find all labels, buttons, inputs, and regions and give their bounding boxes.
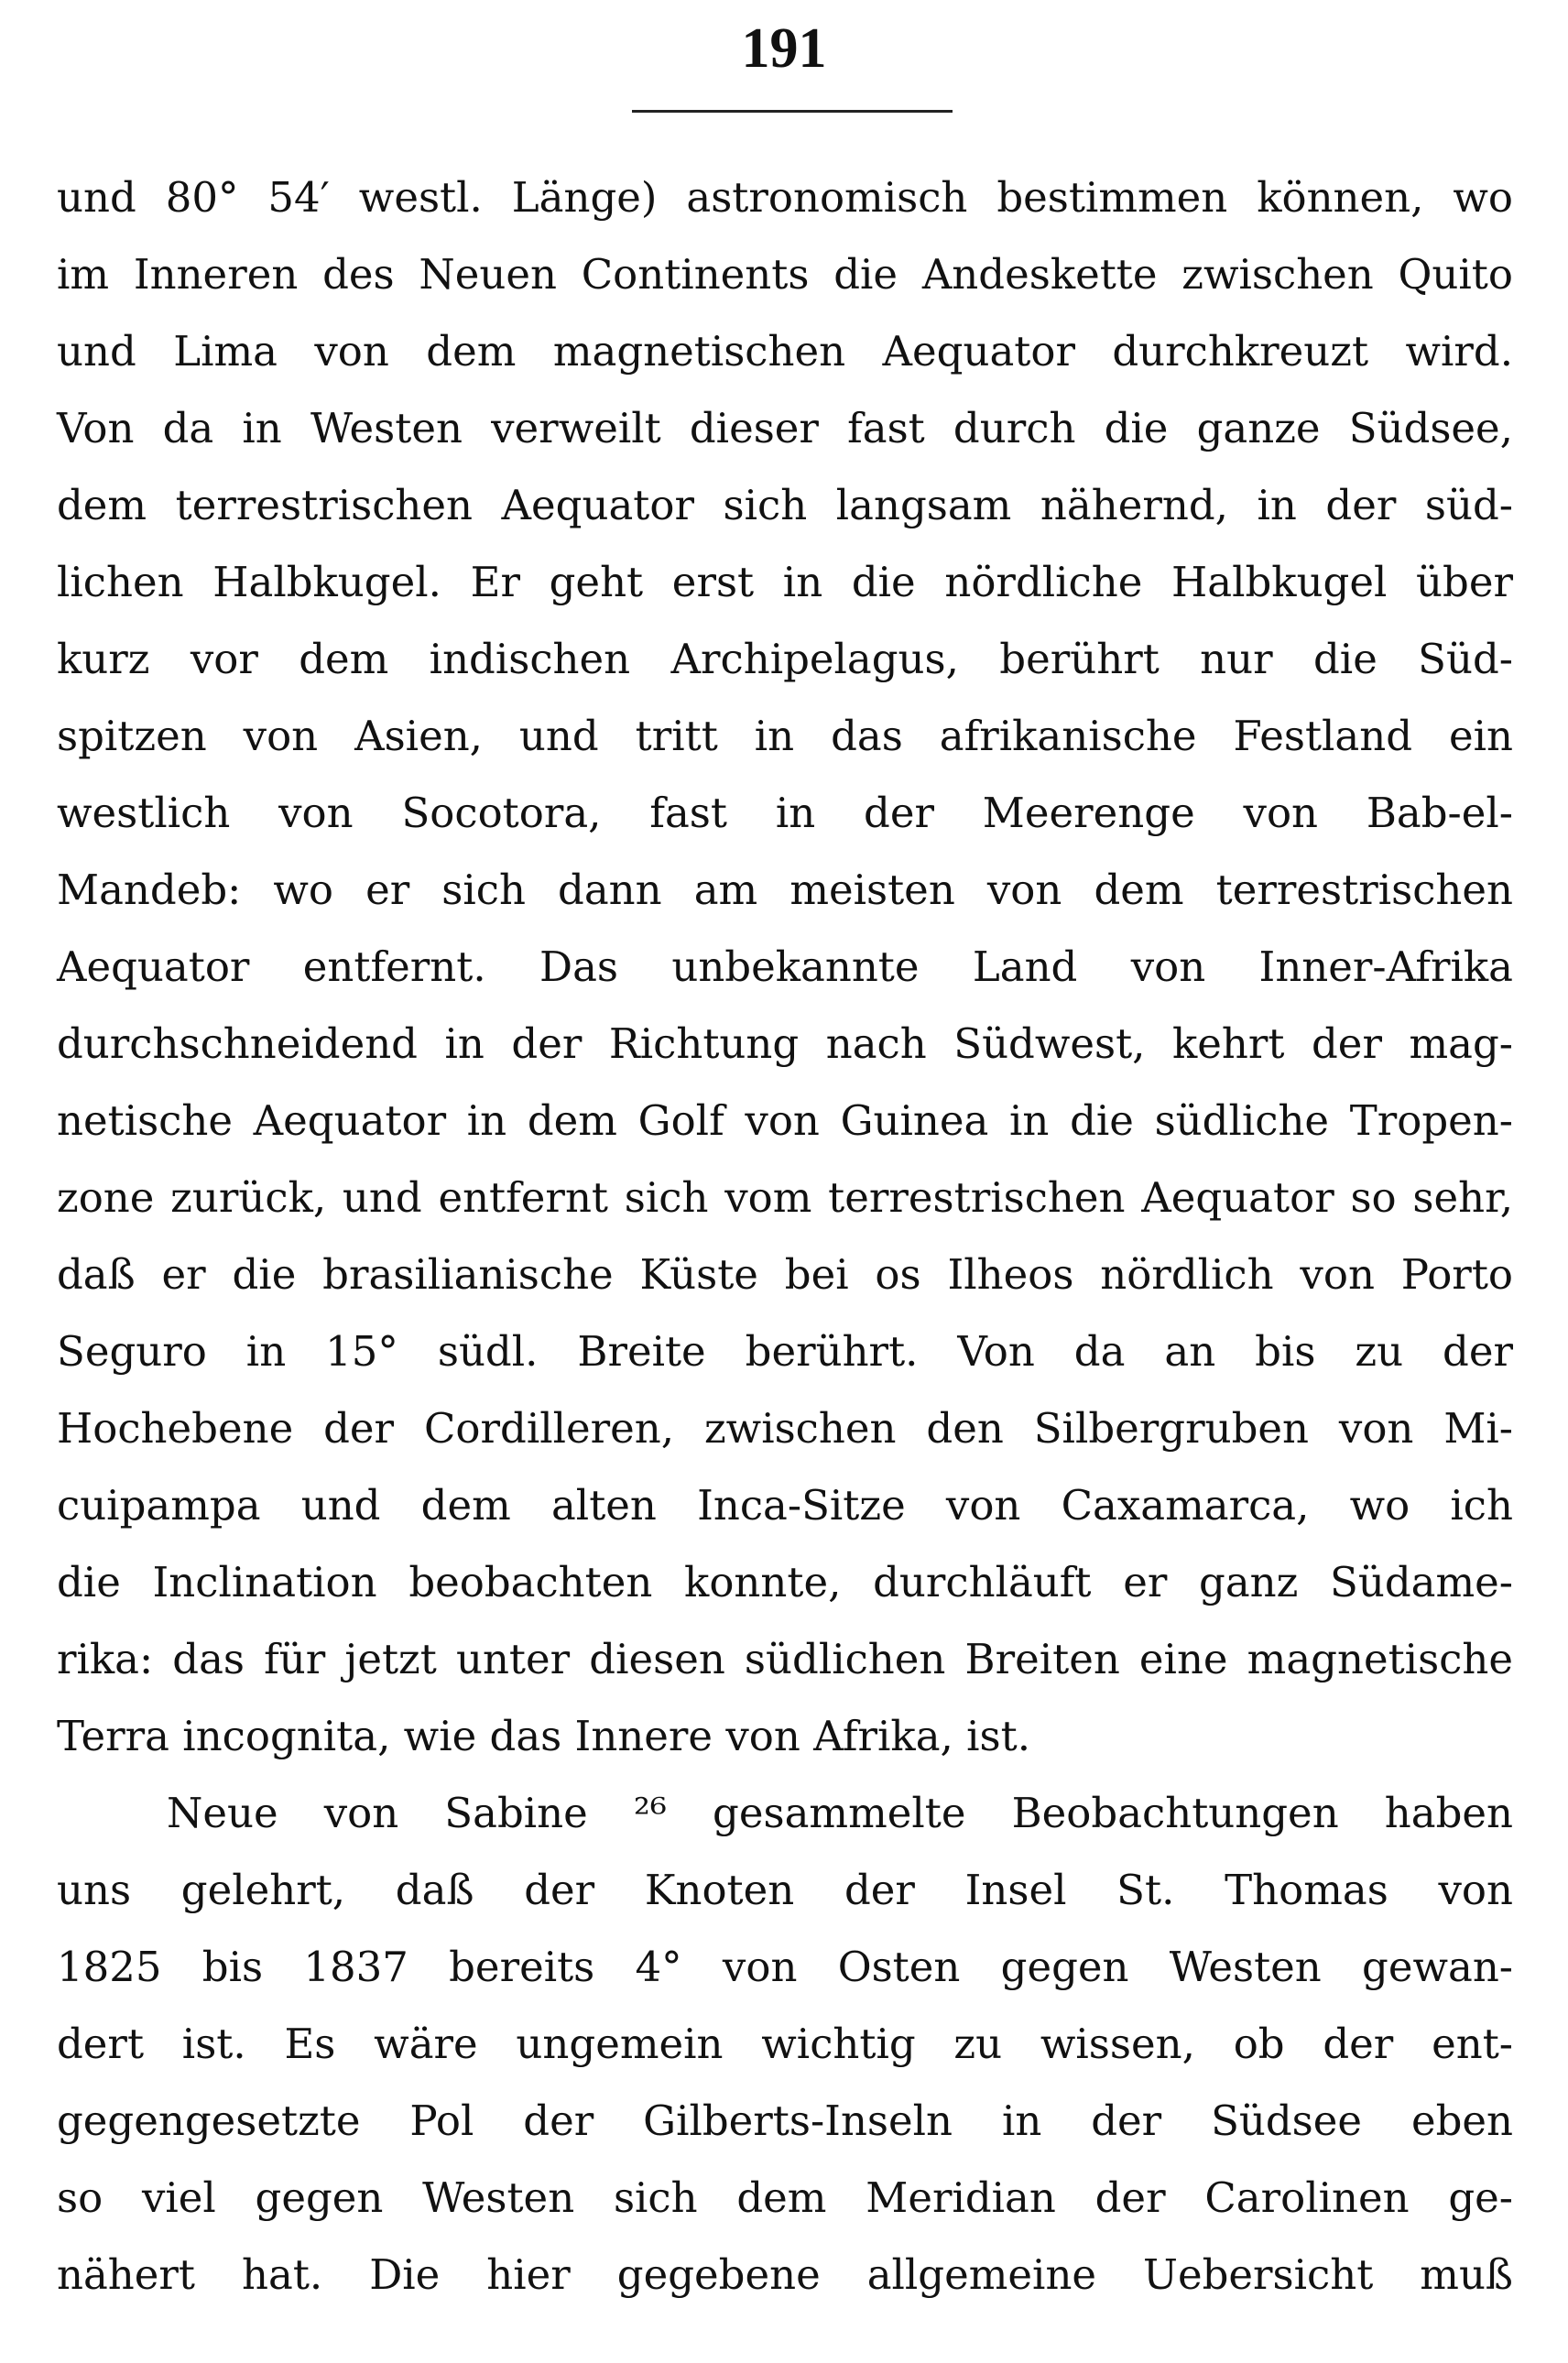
text-line: kurz vor dem indischen Archipelagus, berührt nur die Süd-	[57, 635, 1513, 683]
text-line: im Inneren des Neuen Continents die Andeskette zwischen Quito	[57, 250, 1513, 299]
text-line: Terra incognita, wie das Innere von Afrika, ist.	[57, 1712, 1031, 1760]
text-line: und 80° 54′ westl. Länge) astronomisch bestimmen können, wo	[57, 173, 1513, 222]
page-number: 191	[741, 17, 827, 80]
text-line: westlich von Socotora, fast in der Meerenge von Bab-el-	[57, 789, 1513, 837]
text-line: uns gelehrt, daß der Knoten der Insel St. Thomas von	[57, 1866, 1513, 1914]
text-line: gegengesetzte Pol der Gilberts-Inseln in der Südsee eben	[57, 2096, 1513, 2145]
text-line: cuipampa und dem alten Inca-Sitze von Caxamarca, wo ich	[57, 1481, 1513, 1530]
text-line: daß er die brasilianische Küste bei os Ilheos nördlich von Porto	[57, 1250, 1513, 1299]
text-line: Mandeb: wo er sich dann am meisten von dem terrestrischen	[57, 866, 1513, 914]
text-line: nähert hat. Die hier gegebene allgemeine Uebersicht muß	[57, 2250, 1513, 2299]
text-line: Seguro in 15° südl. Breite berührt. Von da an bis zu der	[57, 1327, 1513, 1376]
text-line: lichen Halbkugel. Er geht erst in die nördliche Halbkugel über	[57, 558, 1513, 606]
text-line: rika: das für jetzt unter diesen südlichen Breiten eine magnetische	[57, 1635, 1513, 1683]
text-line: zone zurück, und entfernt sich vom terrestrischen Aequator so sehr,	[57, 1173, 1513, 1222]
text-line: dem terrestrischen Aequator sich langsam nähernd, in der süd-	[57, 481, 1513, 529]
text-line: die Inclination beobachten konnte, durchläuft er ganz Südame-	[57, 1558, 1513, 1606]
text-line: netische Aequator in dem Golf von Guinea in die südliche Tropen-	[57, 1096, 1513, 1145]
text-line: so viel gegen Westen sich dem Meridian der Carolinen ge-	[57, 2173, 1513, 2222]
text-line: und Lima von dem magnetischen Aequator durchkreuzt wird.	[57, 327, 1513, 376]
text-line: Aequator entfernt. Das unbekannte Land von Inner-Afrika	[57, 942, 1513, 991]
text-line: spitzen von Asien, und tritt in das afrikanische Festland ein	[57, 712, 1513, 760]
text-line: durchschneidend in der Richtung nach Südwest, kehrt der mag-	[57, 1019, 1513, 1068]
text-line-indented: Neue von Sabine ²⁶ gesammelte Beobachtungen haben	[167, 1789, 1513, 1837]
text-line: Von da in Westen verweilt dieser fast durch die ganze Südsee,	[57, 404, 1513, 452]
text-line: 1825 bis 1837 bereits 4° von Osten gegen Westen gewan-	[57, 1943, 1513, 1991]
header-rule	[632, 110, 953, 113]
text-line: dert ist. Es wäre ungemein wichtig zu wissen, ob der ent-	[57, 2020, 1513, 2068]
text-line: Hochebene der Cordilleren, zwischen den Silbergruben von Mi-	[57, 1404, 1513, 1453]
